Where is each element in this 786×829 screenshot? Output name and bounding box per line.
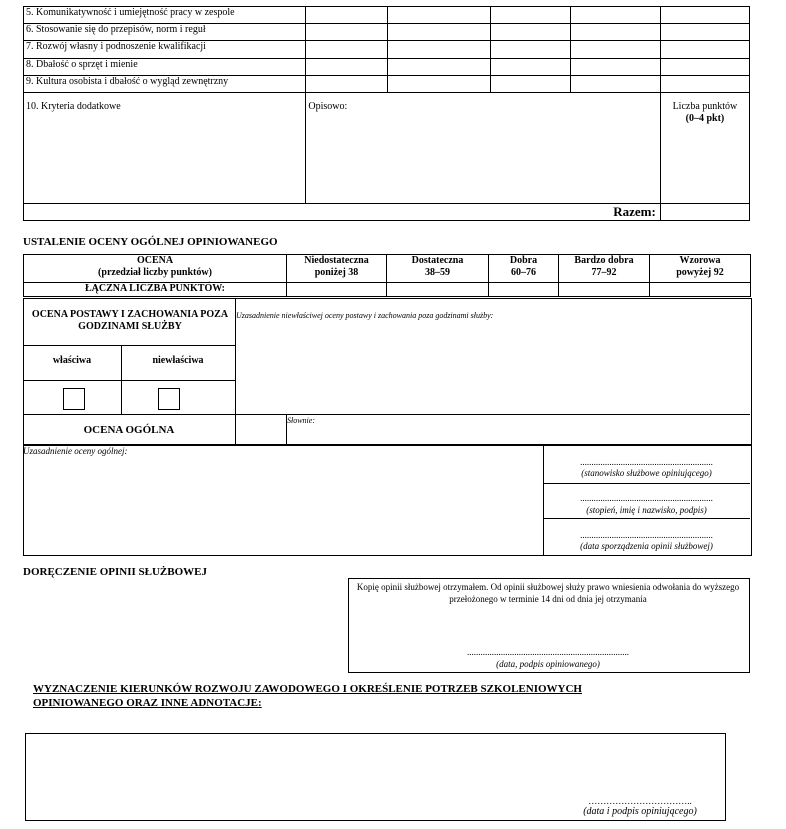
rating-header-cell	[24, 255, 287, 283]
points-box[interactable]	[489, 283, 559, 297]
score-cell[interactable]	[660, 41, 749, 59]
grades-header-row	[24, 255, 751, 283]
divider	[543, 518, 750, 519]
criteria-label: 5. Komunikatywność i umiejętność pracy w zespole	[24, 7, 306, 24]
grade-name: Wzorowa	[679, 255, 721, 266]
score-cell[interactable]	[660, 59, 749, 76]
improper-checkbox[interactable]	[158, 388, 180, 410]
criteria-table	[23, 6, 750, 221]
criteria-label: 7. Rozwój własny i podnoszenie kwalifikacji	[24, 41, 306, 59]
points-label: Liczba punktów	[672, 101, 738, 112]
points-box[interactable]	[650, 283, 751, 297]
total-label: Razem:	[24, 204, 661, 221]
delivery-text: Kopię opinii służbowej otrzymałem. Od opinii służbowej służy prawo wniesienia odwołania do wyższego przełożonego w terminie 14 dni od dnia jej otrzymania	[356, 582, 740, 604]
rating-header: OCENA	[136, 255, 174, 266]
signature-caption-position: (stanowisko służbowe opiniującego)	[581, 468, 712, 478]
criteria-label: 9. Kultura osobista i dbałość o wygląd zewnętrzny	[24, 76, 306, 93]
grade-range: poniżej 38	[314, 267, 359, 278]
rating-subheader: (przedział liczby punktów)	[98, 267, 212, 278]
overall-rating-label: OCENA OGÓLNA	[83, 424, 175, 436]
delivery-dots: ........................................................................	[467, 647, 629, 657]
total-value-cell[interactable]	[660, 204, 749, 221]
criteria-row	[24, 41, 750, 59]
grade-range: 60–76	[511, 267, 536, 278]
grade-name: Dobra	[509, 255, 538, 266]
development-dots: ……………………………..	[588, 796, 692, 806]
score-cell[interactable]	[570, 59, 660, 76]
points-range: (0–4 pkt)	[685, 113, 725, 124]
score-cell[interactable]	[490, 24, 570, 41]
delivery-heading: DORĘCZENIE OPINII SŁUŻBOWEJ	[23, 566, 207, 578]
improper-label: niewłaściwa	[152, 355, 204, 366]
delivery-caption: (data, podpis opiniowanego)	[496, 659, 600, 669]
criteria-row	[24, 59, 750, 76]
signature-caption-date: (data sporządzenia opinii służbowej)	[580, 541, 713, 551]
grade-cell	[559, 255, 650, 283]
signature-dots: ...........................................................	[580, 530, 713, 540]
conduct-justification-label: Uzasadnienie niewłaściwej oceny postawy i zachowania poza godzinami służby:	[236, 311, 494, 320]
criteria-label: 8. Dbałość o sprzęt i mienie	[24, 59, 306, 76]
score-cell[interactable]	[490, 59, 570, 76]
score-cell[interactable]	[490, 41, 570, 59]
development-caption: (data i podpis opiniującego)	[583, 806, 697, 817]
criteria-label: 6. Stosowanie się do przepisów, norm i reguł	[24, 24, 306, 41]
conduct-label: OCENA POSTAWY I ZACHOWANIA POZA GODZINAMI SŁUŻBY	[31, 309, 229, 332]
score-cell[interactable]	[306, 24, 388, 41]
score-cell[interactable]	[388, 24, 490, 41]
points-box[interactable]	[287, 283, 387, 297]
divider	[543, 444, 544, 555]
total-row	[24, 204, 750, 221]
overall-rating-field[interactable]	[236, 414, 285, 444]
total-points-row	[24, 283, 751, 297]
development-heading-line2: OPINIOWANEGO ORAZ INNE ADNOTACJE:	[33, 697, 262, 709]
score-cell[interactable]	[570, 7, 660, 24]
criteria-row	[24, 7, 750, 24]
score-cell[interactable]	[490, 7, 570, 24]
criteria-row	[24, 24, 750, 41]
score-cell[interactable]	[306, 59, 388, 76]
divider	[23, 414, 750, 415]
divider	[23, 345, 235, 346]
signature-dots: ...........................................................	[580, 493, 713, 503]
score-cell[interactable]	[570, 41, 660, 59]
score-cell[interactable]	[306, 76, 388, 93]
points-box[interactable]	[387, 283, 489, 297]
grade-cell	[489, 255, 559, 283]
total-points-label: ŁĄCZNA LICZBA PUNKTÓW:	[24, 283, 287, 297]
signature-dots: ...........................................................	[580, 457, 713, 467]
grade-range: 38–59	[425, 267, 450, 278]
signature-caption-name: (stopień, imię i nazwisko, podpis)	[586, 505, 707, 515]
score-cell[interactable]	[570, 24, 660, 41]
grade-range: powyżej 92	[676, 267, 724, 278]
proper-checkbox[interactable]	[63, 388, 85, 410]
divider	[543, 483, 750, 484]
score-cell[interactable]	[306, 7, 388, 24]
score-cell[interactable]	[490, 76, 570, 93]
grade-name: Bardzo dobra	[574, 255, 634, 266]
grade-name: Niedostateczna	[304, 255, 369, 266]
overall-justification-label[interactable]: Uzasadnienie oceny ogólnej:	[23, 446, 128, 456]
score-cell[interactable]	[306, 41, 388, 59]
general-rating-heading: USTALENIE OCENY OGÓLNEJ OPINIOWANEGO	[23, 236, 278, 248]
divider	[23, 380, 235, 381]
development-heading-line1: WYZNACZENIE KIERUNKÓW ROZWOJU ZAWODOWEGO I OKREŚLENIE POTRZEB SZKOLENIOWYCH	[33, 683, 582, 695]
in-words-label: Słownie:	[287, 416, 315, 425]
grade-cell	[287, 255, 387, 283]
score-cell[interactable]	[388, 59, 490, 76]
grade-cell	[650, 255, 751, 283]
score-cell[interactable]	[388, 41, 490, 59]
additional-criteria-label: 10. Kryteria dodatkowe	[24, 93, 306, 204]
score-cell[interactable]	[570, 76, 660, 93]
proper-label: właściwa	[52, 355, 92, 366]
score-cell[interactable]	[660, 24, 749, 41]
criteria-row	[24, 76, 750, 93]
score-cell[interactable]	[660, 7, 749, 24]
score-cell[interactable]	[388, 7, 490, 24]
score-cell[interactable]	[388, 76, 490, 93]
additional-criteria-row	[24, 93, 750, 204]
grade-range: 77–92	[591, 267, 617, 278]
grade-name: Dostateczna	[411, 255, 464, 266]
descriptive-field[interactable]	[306, 93, 660, 204]
points-box[interactable]	[559, 283, 650, 297]
points-cell[interactable]	[660, 93, 749, 204]
descriptive-label: Opisowo:	[308, 101, 348, 112]
grades-table	[23, 254, 751, 297]
score-cell[interactable]	[660, 76, 749, 93]
grade-cell	[387, 255, 489, 283]
